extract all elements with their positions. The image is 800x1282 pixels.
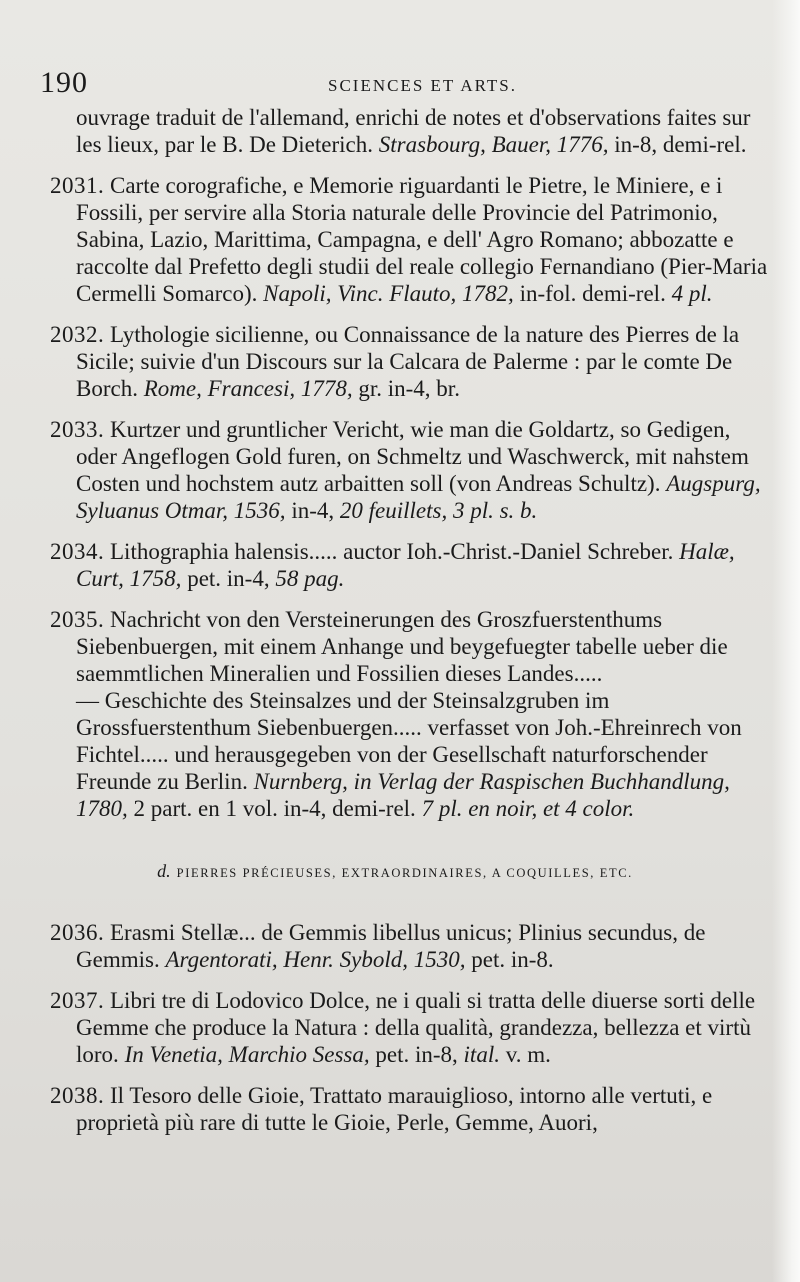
entry-text: Erasmi Stellæ... de Gemmis libellus unicus; Plinius secundus, de Gemmis. (76, 920, 706, 972)
entry-pages: 58 pag. (275, 566, 345, 591)
entry-imprint: Augspurg, Syluanus Otmar, 1536, (76, 471, 761, 523)
entry-number: 2038. (50, 1083, 105, 1108)
catalog-entry-2035 (50, 606, 770, 687)
entry-format: pet. in-4, (181, 566, 276, 591)
entry-imprint: Napoli, Vinc. Flauto, 1782, (263, 281, 514, 306)
catalog-entry-2036 (50, 919, 770, 973)
entry-format: pet. in-8. (465, 947, 554, 972)
section-heading (50, 858, 740, 887)
page-body (50, 104, 770, 1150)
entry-language: ital. (463, 1042, 500, 1067)
entry-imprint: In Venetia, Marchio Sessa, (124, 1042, 370, 1067)
catalog-entry-2033 (50, 416, 770, 524)
entry-format: 2 part. en 1 vol. in-4, demi-rel. (127, 796, 422, 821)
catalog-entry-2034 (50, 538, 770, 592)
entry-number: 2033. (50, 417, 105, 442)
entry-number: 2037. (50, 988, 105, 1013)
entry-text: — Geschichte des Steinsalzes und der Steinsalzgruben im Grossfuerstenthum Siebenbuergen..... verfasset von Joh.-Ehreinrech von Fichtel..... und herausgegeben von der Gesellschaft naturforschender Freunde zu Berlin. (76, 688, 742, 794)
entry-imprint: Halæ, Curt, 1758, (76, 539, 735, 591)
catalog-entry-2035-continuation (50, 687, 770, 822)
entry-text: Carte corografiche, e Memorie riguardanti le Pietre, le Miniere, e i Fossili, per servire alla Storia naturale delle Provincie del Patrimonio, Sabina, Lazio, Marittima, Campagna, e dell' Agro Romano; abbozatte e raccolte dal Prefetto degli studii del reale collegio Fernandiano (Pier-Maria Cermelli Somarco). (76, 173, 768, 306)
section-letter: d. (157, 861, 171, 881)
entry-text: ouvrage traduit de l'allemand, enrichi de notes et d'observations faites sur les lieux, par le B. De Dieterich. (76, 105, 751, 157)
entry-imprint: Strasbourg, Bauer, 1776, (378, 132, 609, 157)
catalog-entry-2031 (50, 172, 770, 307)
entry-text: Il Tesoro delle Gioie, Trattato marauiglioso, intorno alle vertuti, e proprietà più rare di tutte le Gioie, Perle, Gemme, Auori, (76, 1083, 713, 1135)
entry-text: Libri tre di Lodovico Dolce, ne i quali si tratta delle diuerse sorti delle Gemme che produce la Natura : della qualità, grandezza, bellezza et virtù loro. (76, 988, 756, 1067)
section-title: PIERRES PRÉCIEUSES, EXTRAORDINAIRES, A COQUILLES, ETC. (176, 866, 633, 880)
entry-plates: 4 pl. (671, 281, 713, 306)
entry-imprint: Argentorati, Henr. Sybold, 1530, (165, 947, 466, 972)
entry-format: in-8, demi-rel. (608, 132, 747, 157)
catalog-entry-2037 (50, 987, 770, 1068)
entry-number: 2036. (50, 920, 105, 945)
entry-text: Nachricht von den Versteinerungen des Groszfuerstenthums Siebenbuergen, mit einem Anhange und beygefuegter tabelle ueber die saemmtlichen Mineralien und Fossilien dieses Landes..... (76, 607, 728, 686)
catalog-entry (50, 104, 770, 158)
entry-format: in-fol. demi-rel. (513, 281, 672, 306)
entry-number: 2035. (50, 607, 105, 632)
entry-text: Lithographia halensis..... auctor Ioh.-Christ.-Daniel Schreber. (110, 539, 680, 564)
page-header (40, 66, 760, 106)
running-title: SCIENCES ET ARTS. (328, 76, 518, 95)
catalog-entry-2032 (50, 321, 770, 402)
entry-binding: v. m. (499, 1042, 551, 1067)
entry-plates: 20 feuillets, 3 pl. s. b. (339, 498, 538, 523)
entry-number: 2034. (50, 539, 105, 564)
entry-format: in-4, (285, 498, 340, 523)
entry-text: Kurtzer und gruntlicher Vericht, wie man die Goldartz, so Gedigen, oder Angeflogen Gold furen, on Schmeltz und Waschwerck, mit nahstem Costen und hochstem autz arbaitten soll (von Andreas Schultz). (76, 417, 749, 496)
entry-imprint: Nurnberg, in Verlag der Raspischen Buchhandlung, 1780, (76, 769, 730, 821)
entry-text: Lythologie sicilienne, ou Connaissance de la nature des Pierres de la Sicile; suivie d'un Discours sur la Calcara de Palerme : par le comte De Borch. (76, 322, 740, 401)
entry-imprint: Rome, Francesi, 1778, (143, 376, 353, 401)
page-edge (772, 0, 800, 1282)
entry-plates: 7 pl. en noir, et 4 color. (421, 796, 635, 821)
page-number: 190 (40, 66, 88, 99)
entry-format: gr. in-4, br. (352, 376, 460, 401)
entry-number: 2031. (50, 173, 105, 198)
entry-number: 2032. (50, 322, 105, 347)
entry-format: pet. in-8, (369, 1042, 464, 1067)
catalog-entry-2038 (50, 1082, 770, 1136)
